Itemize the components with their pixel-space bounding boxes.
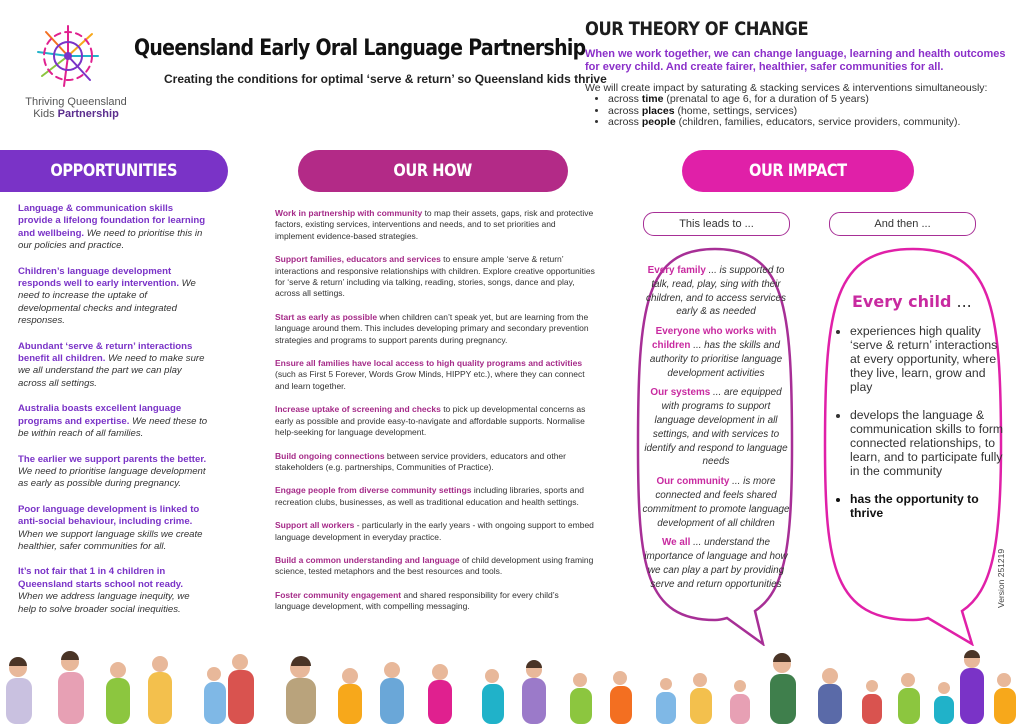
every-child-heading: Every child ... bbox=[852, 292, 972, 311]
theory-of-change-list bbox=[600, 94, 1024, 129]
list-item: Children’s language development responds well to early intervention. We need to increase the uptake of developmental checks and integrated responses. bbox=[18, 265, 196, 327]
logo-line-2-prefix: Kids bbox=[33, 108, 58, 120]
list-item: • across time (prenatal to age 6, for a duration of 5 years) bbox=[608, 94, 1024, 106]
list-item: Ensure all families have local access to high quality programs and activities (such as First 5 Forever, Words Grow Minds, HIPPY etc.), where they can connect and learn together. bbox=[275, 358, 585, 391]
list-item: The earlier we support parents the better. We need to prioritise language development as early as possible during pregnancy. bbox=[18, 453, 207, 490]
theory-of-change-lead: When we work together, we can change language, learning and health outcomes for every child. And create fairer, healthier, safer communities for all. bbox=[585, 48, 1006, 73]
logo-wordmark bbox=[16, 96, 136, 120]
our-impact-heading: OUR IMPACT bbox=[749, 161, 847, 181]
list-item: Build a common understanding and language of child development using framing science, tested metaphors and the best resources and tools. bbox=[275, 554, 594, 577]
version-label: Version 251219 bbox=[996, 548, 1006, 608]
list-item: Poor language development is linked to anti-social behaviour, including crime. When we support language skills we create healthier, safer communities for all. bbox=[18, 503, 203, 552]
page-title: Queensland Early Oral Language Partnership bbox=[134, 36, 586, 61]
logo-line-2-bold: Partnership bbox=[57, 108, 119, 120]
opportunities-heading: OPPORTUNITIES bbox=[50, 161, 178, 181]
our-how-heading: OUR HOW bbox=[393, 161, 473, 181]
list-item: Abundant ‘serve & return’ interactions benefit all children. We need to make sure we all understand the part we can play across all settings. bbox=[18, 340, 205, 389]
list-item: • across people (children, families, educators, service providers, community). bbox=[608, 117, 1024, 129]
leads-to-list bbox=[642, 264, 790, 598]
people-figures-icon bbox=[6, 650, 1016, 724]
partnership-logo-icon bbox=[34, 22, 102, 90]
list-item: Start as early as possible when children can’t speak yet, but are learning from the language around them. This includes developing primary and secondary prevention strategies and programs to support parents during pregnancy. bbox=[275, 311, 589, 345]
people-illustration bbox=[0, 650, 1024, 724]
theory-of-change-title: OUR THEORY OF CHANGE bbox=[585, 18, 809, 40]
leads-to-pill: This leads to ... bbox=[643, 212, 790, 236]
list-item: Our community ... is more connected and feels shared commitment to promote language development of all children bbox=[642, 476, 790, 529]
list-item: • experiences high quality ‘serve & return’ interactions at every opportunity, where they live, learn, grow and play bbox=[850, 324, 1006, 394]
theory-of-change-intro: We will create impact by saturating & stacking services & interventions simultaneously: bbox=[585, 82, 988, 94]
list-item: Australia boasts excellent language programs and expertise. We need these to be within reach of all families. bbox=[18, 403, 208, 440]
list-item: Build ongoing connections between service providers, educators and other stakeholders (e.g. partnerships, Communities of Practice). bbox=[275, 450, 566, 472]
every-child-list bbox=[836, 324, 1006, 534]
list-item: • has the opportunity to thrive bbox=[850, 492, 1006, 520]
list-item: Increase uptake of screening and checks to pick up developmental concerns as early as possible and provide easy-to-navigate and affordable supports. Normalise help-seeking for language development. bbox=[275, 404, 586, 438]
opportunities-banner bbox=[0, 150, 228, 192]
logo-line-1: Thriving Queensland bbox=[25, 96, 127, 108]
list-item: Foster community engagement and shared responsibility for every child’s language development, with compelling messaging. bbox=[275, 589, 559, 612]
list-item: We all ... understand the importance of language and how we can play a part by providing serve and return opportunities bbox=[644, 537, 788, 590]
list-item: Support all workers - particularly in the early years - with ongoing support to embed language development in everyday practice. bbox=[275, 520, 594, 542]
opportunities-list bbox=[18, 203, 208, 629]
list-item: Language & communication skills provide a lifelong foundation for learning and wellbeing. We need to prioritise this in our policies and practice. bbox=[18, 203, 206, 252]
page-subtitle: Creating the conditions for optimal ‘serve & return’ so Queensland kids thrive bbox=[164, 72, 607, 86]
our-how-banner bbox=[298, 150, 568, 192]
list-item: Everyone who works with children ... has the skills and authority to prioritise language development activities bbox=[649, 326, 783, 379]
our-how-list bbox=[275, 208, 595, 625]
and-then-pill: And then ... bbox=[829, 212, 976, 236]
list-item: Support families, educators and services to ensure ample ‘serve & return’ interactions and responsive relationships with children. Explore creative opportunities for ‘serve & return’ including via talking, reading, stories, songs, dance and play, across all settings. bbox=[275, 254, 595, 299]
list-item: Work in partnership with community to map their assets, gaps, risk and protective factors, existing services, interventions and needs, and to set priorities and implement evidence-based strategies. bbox=[275, 208, 594, 241]
list-item: Our systems ... are equipped with programs to support language development in all settings, and with services to identify and respond to language needs bbox=[644, 387, 788, 468]
list-item: • across places (home, settings, services) bbox=[608, 106, 1024, 118]
list-item: It’s not fair that 1 in 4 children in Queensland starts school not ready. When we address language inequity, we help to solve broader social inequities. bbox=[18, 566, 190, 615]
list-item: Every family ... is supported to talk, read, play, sing with their children, and to access services early & as needed bbox=[646, 265, 786, 318]
our-impact-banner bbox=[682, 150, 914, 192]
list-item: Engage people from diverse community settings including libraries, sports and recreation clubs, businesses, as well as traditional education and health settings. bbox=[275, 485, 584, 507]
list-item: • develops the language & communication skills to form connected relationships, to learn, and to participate fully in the community bbox=[850, 408, 1006, 478]
